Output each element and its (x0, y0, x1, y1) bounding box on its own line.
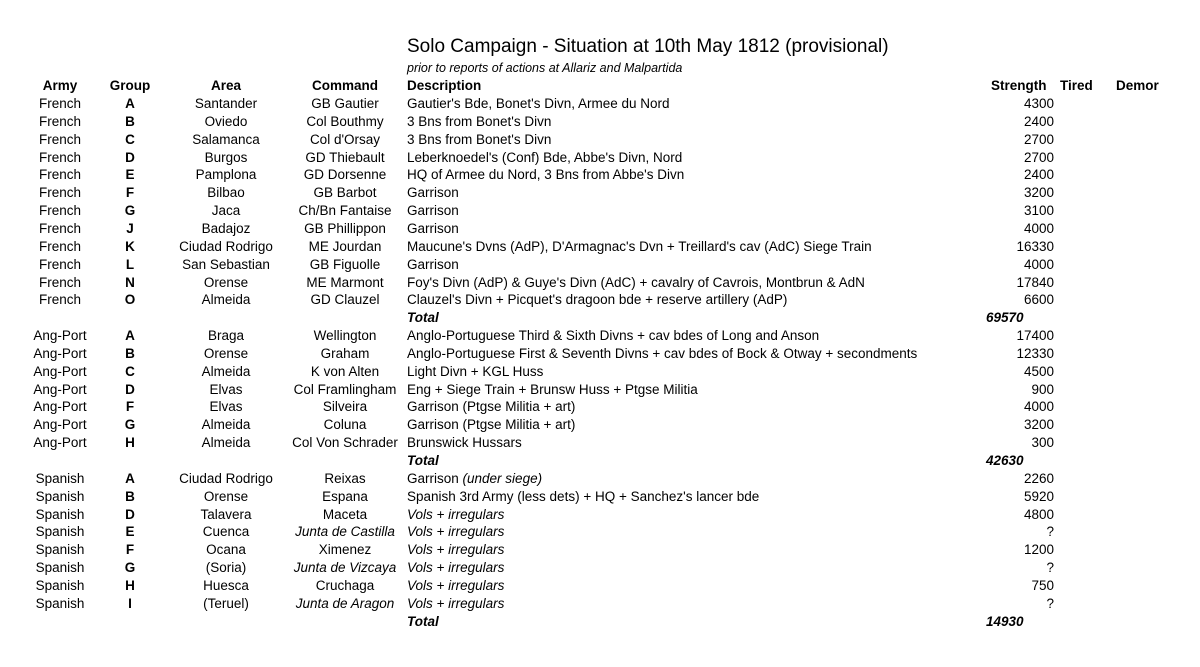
description-cell (407, 327, 982, 345)
strength-cell: 2700 (1023, 149, 1054, 165)
description-cell (407, 434, 982, 452)
header-group: Group (109, 78, 151, 93)
description-text-italic: Vols + irregulars (407, 595, 505, 611)
angport-total-row (0, 452, 1200, 470)
strength-cell: 300 (1031, 435, 1054, 451)
table-row (0, 149, 1200, 167)
army-cell: French (38, 167, 82, 183)
description-text: Garrison (407, 256, 459, 272)
group-cell: B (125, 488, 135, 504)
group-cell: G (124, 417, 136, 433)
strength-cell: 6600 (1023, 292, 1054, 308)
group-cell: H (125, 577, 135, 593)
description-cell (407, 256, 982, 274)
table-row (0, 202, 1200, 220)
command-cell (283, 274, 407, 292)
area-cell: Huesca (203, 577, 249, 593)
area-cell: Talavera (200, 506, 252, 522)
description-text: Anglo-Portuguese First & Seventh Divns + cav bdes of Bock & Otway + secondments (407, 345, 918, 361)
command-text: Col Von Schrader (292, 435, 398, 451)
command-text: Maceta (322, 506, 368, 522)
command-text: ME Jourdan (308, 238, 382, 254)
description-text: Foy's Divn (AdP) & Guye's Divn (AdC) + cavalry of Cavrois, Montbrun & AdN (407, 274, 865, 290)
description-cell (407, 220, 982, 238)
strength-cell: 4300 (1023, 96, 1054, 111)
command-cell (283, 95, 407, 113)
group-cell: K (125, 238, 135, 254)
group-cell: B (125, 345, 135, 361)
area-cell: Badajoz (201, 220, 251, 236)
command-text-italic: Junta de Aragon (295, 595, 395, 611)
command-cell (283, 559, 407, 577)
army-cell: Ang-Port (33, 345, 87, 361)
command-cell (283, 523, 407, 541)
army-cell: Ang-Port (33, 363, 87, 379)
area-cell: Almeida (201, 417, 251, 433)
description-text-italic: Vols + irregulars (407, 542, 505, 558)
command-text: GB Figuolle (309, 256, 381, 272)
command-cell (283, 345, 407, 363)
army-cell: French (38, 274, 82, 290)
table-row (0, 238, 1200, 256)
command-text: GD Dorsenne (303, 167, 387, 183)
table-row (0, 559, 1200, 577)
command-cell (283, 131, 407, 149)
description-text: 3 Bns from Bonet's Divn (407, 131, 552, 147)
description-cell (407, 541, 982, 559)
command-text: Espana (322, 488, 368, 504)
area-cell: Orense (203, 345, 249, 361)
header-strength: Strength (991, 78, 1047, 93)
description-cell (407, 398, 982, 416)
table-row (0, 541, 1200, 559)
command-cell (283, 291, 407, 309)
command-text: Silveira (322, 399, 368, 415)
group-cell: D (125, 149, 135, 165)
command-cell (283, 416, 407, 434)
table-row (0, 166, 1200, 184)
strength-cell: ? (1046, 524, 1054, 540)
group-cell: D (125, 381, 135, 397)
area-cell: Elvas (209, 381, 243, 397)
table-row (0, 488, 1200, 506)
strength-cell: 1200 (1023, 542, 1054, 558)
command-cell (283, 488, 407, 506)
command-text: K von Alten (310, 363, 380, 379)
table-row (0, 398, 1200, 416)
area-cell: Pamplona (195, 167, 257, 183)
group-cell: G (124, 560, 136, 576)
description-text-italic: Vols + irregulars (407, 577, 505, 593)
area-cell: Almeida (201, 435, 251, 451)
command-cell (283, 577, 407, 595)
army-cell: French (38, 292, 82, 308)
army-cell: Spanish (35, 595, 85, 611)
command-cell (283, 202, 407, 220)
description-cell (407, 523, 982, 541)
command-cell (283, 113, 407, 131)
table-row (0, 274, 1200, 292)
table-row (0, 256, 1200, 274)
command-cell (283, 256, 407, 274)
group-cell: N (125, 274, 135, 290)
table-row (0, 131, 1200, 149)
description-text: Anglo-Portuguese Third & Sixth Divns + cav bdes of Long and Anson (407, 328, 820, 344)
army-cell: Spanish (35, 470, 85, 486)
description-cell (407, 291, 982, 309)
area-cell: (Soria) (205, 560, 247, 576)
area-cell: Jaca (211, 203, 241, 219)
description-cell (407, 595, 982, 613)
description-text: Garrison (407, 203, 459, 219)
command-text: Ximenez (318, 542, 372, 558)
command-text: GD Clauzel (310, 292, 380, 308)
command-cell (283, 166, 407, 184)
description-text: Light Divn + KGL Huss (407, 363, 544, 379)
area-cell: San Sebastian (182, 256, 270, 272)
table-row (0, 363, 1200, 381)
header-description: Description (407, 78, 482, 93)
area-cell: Braga (207, 328, 245, 344)
command-text: GB Phillippon (304, 220, 386, 236)
group-cell: G (124, 203, 136, 219)
area-cell: Ciudad Rodrigo (179, 238, 273, 254)
command-text: Ch/Bn Fantaise (298, 203, 392, 219)
army-cell: Ang-Port (33, 417, 87, 433)
description-text: Garrison (407, 185, 459, 201)
table-row (0, 595, 1200, 613)
description-text: Garrison (Ptgse Militia + art) (407, 417, 576, 433)
strength-cell: 3200 (1023, 185, 1054, 201)
description-cell (407, 381, 982, 399)
area-cell: Ciudad Rodrigo (179, 470, 273, 486)
area-cell: Orense (203, 274, 249, 290)
command-text: Cruchaga (315, 577, 375, 593)
total-value: 14930 (986, 613, 1024, 629)
area-cell: Salamanca (192, 131, 260, 147)
command-text: ME Marmont (306, 274, 384, 290)
army-cell: French (38, 131, 82, 147)
total-label: Total (407, 310, 439, 326)
description-cell (407, 506, 982, 524)
total-value: 69570 (986, 310, 1024, 326)
group-cell: E (125, 524, 135, 540)
table-header-row (0, 77, 1200, 95)
group-cell: F (125, 185, 135, 201)
strength-cell: 3100 (1023, 203, 1054, 219)
strength-cell: 4000 (1023, 399, 1054, 415)
group-cell: E (125, 167, 135, 183)
area-cell: Santander (194, 96, 258, 111)
strength-cell: 16330 (1016, 238, 1054, 254)
strength-cell: 2400 (1023, 167, 1054, 183)
group-cell: L (125, 256, 135, 272)
strength-cell: 2260 (1023, 470, 1054, 486)
table-row (0, 345, 1200, 363)
army-cell: French (38, 238, 82, 254)
group-cell: B (125, 113, 135, 129)
description-cell (407, 274, 982, 292)
group-cell: C (125, 363, 135, 379)
command-cell (283, 434, 407, 452)
command-cell (283, 470, 407, 488)
command-cell (283, 381, 407, 399)
command-text-italic: Junta de Vizcaya (293, 560, 397, 576)
table-row (0, 220, 1200, 238)
description-cell (407, 238, 982, 256)
strength-cell: 750 (1031, 577, 1054, 593)
command-text: Coluna (323, 417, 367, 433)
description-text: Clauzel's Divn + Picquet's dragoon bde + reserve artillery (AdP) (407, 292, 788, 308)
description-text: Maucune's Dvns (AdP), D'Armagnac's Dvn + Treillard's cav (AdC) Siege Train (407, 238, 872, 254)
command-text: GD Thiebault (305, 149, 385, 165)
command-cell (283, 595, 407, 613)
description-cell (407, 149, 982, 167)
command-text: Reixas (324, 470, 366, 486)
group-cell: D (125, 506, 135, 522)
description-text-italic: Vols + irregulars (407, 524, 505, 540)
table-row (0, 184, 1200, 202)
command-text-italic: Junta de Castilla (295, 524, 395, 540)
group-cell: H (125, 435, 135, 451)
description-text: HQ of Armee du Nord, 3 Bns from Abbe's Divn (407, 167, 685, 183)
army-cell: French (38, 149, 82, 165)
strength-cell: ? (1046, 595, 1054, 611)
description-text: Garrison (Ptgse Militia + art) (407, 399, 576, 415)
army-cell: Spanish (35, 506, 85, 522)
command-cell (283, 398, 407, 416)
army-cell: Ang-Port (33, 399, 87, 415)
description-cell (407, 488, 982, 506)
total-label: Total (407, 453, 439, 468)
table-row (0, 577, 1200, 595)
strength-cell: 4500 (1023, 363, 1054, 379)
area-cell: Almeida (201, 363, 251, 379)
page-title: Solo Campaign - Situation at 10th May 1812 (provisional) (407, 36, 889, 57)
strength-cell: 900 (1031, 381, 1054, 397)
description-text-italic: Vols + irregulars (407, 506, 505, 522)
army-cell: French (38, 220, 82, 236)
table-row (0, 381, 1200, 399)
army-cell: Spanish (35, 542, 85, 558)
description-cell (407, 345, 982, 363)
description-cell (407, 577, 982, 595)
command-cell (283, 184, 407, 202)
command-cell (283, 220, 407, 238)
description-text: Garrison (407, 220, 459, 236)
strength-cell: 4000 (1023, 256, 1054, 272)
description-text: Garrison (407, 470, 463, 486)
army-cell: French (38, 96, 82, 111)
army-cell: Spanish (35, 577, 85, 593)
strength-cell: 5920 (1023, 488, 1054, 504)
description-cell (407, 131, 982, 149)
table-row (0, 291, 1200, 309)
table-row (0, 470, 1200, 488)
description-cell (407, 416, 982, 434)
table-row (0, 416, 1200, 434)
area-cell: (Teruel) (203, 595, 249, 611)
group-cell: A (125, 470, 135, 486)
army-cell: Spanish (35, 488, 85, 504)
army-cell: French (38, 256, 82, 272)
command-text: Wellington (313, 328, 377, 344)
command-text: Col Bouthmy (306, 113, 384, 129)
army-cell: French (38, 203, 82, 219)
area-cell: Cuenca (202, 524, 250, 540)
army-cell: Spanish (35, 560, 85, 576)
table-row (0, 327, 1200, 345)
description-text-italic: Vols + irregulars (407, 560, 505, 576)
description-cell (407, 470, 982, 488)
army-cell: Ang-Port (33, 328, 87, 344)
area-cell: Burgos (204, 149, 248, 165)
area-cell: Almeida (201, 292, 251, 308)
page-subtitle: prior to reports of actions at Allariz and Malpartida (407, 61, 683, 75)
area-cell: Oviedo (204, 113, 248, 129)
description-cell (407, 559, 982, 577)
strength-cell: 12330 (1016, 345, 1054, 361)
table-row (0, 113, 1200, 131)
description-text: Leberknoedel's (Conf) Bde, Abbe's Divn, Nord (407, 149, 683, 165)
description-text: Eng + Siege Train + Brunsw Huss + Ptgse Militia (407, 381, 698, 397)
strength-cell: 2700 (1023, 131, 1054, 147)
army-cell: French (38, 113, 82, 129)
group-cell: C (125, 131, 135, 147)
header-army: Army (42, 78, 78, 93)
command-text: GB Gautier (311, 96, 379, 111)
total-label: Total (407, 613, 439, 629)
header-demor: Demor (1116, 78, 1159, 93)
command-text: Graham (320, 345, 370, 361)
command-text: Col Framlingham (293, 381, 397, 397)
table-row (0, 434, 1200, 452)
group-cell: J (126, 220, 134, 236)
area-cell: Orense (203, 488, 249, 504)
command-text: GB Barbot (313, 185, 377, 201)
table-row (0, 95, 1200, 113)
french-total-row (0, 309, 1200, 327)
army-cell: Ang-Port (33, 381, 87, 397)
army-cell: French (38, 185, 82, 201)
total-value: 42630 (986, 453, 1024, 468)
strength-cell: 4000 (1023, 220, 1054, 236)
strength-cell: ? (1046, 560, 1054, 576)
strength-cell: 2400 (1023, 113, 1054, 129)
strength-cell: 4800 (1023, 506, 1054, 522)
description-cell (407, 184, 982, 202)
command-text: Col d'Orsay (309, 131, 381, 147)
group-cell: F (125, 542, 135, 558)
group-cell: A (125, 96, 135, 111)
header-tired: Tired (1060, 78, 1093, 93)
strength-cell: 3200 (1023, 417, 1054, 433)
strength-cell: 17840 (1016, 274, 1054, 290)
command-cell (283, 149, 407, 167)
description-cell (407, 363, 982, 381)
command-cell (283, 363, 407, 381)
army-cell: Spanish (35, 524, 85, 540)
group-cell: I (128, 595, 132, 611)
command-cell (283, 541, 407, 559)
area-cell: Bilbao (207, 185, 245, 201)
command-cell (283, 327, 407, 345)
group-cell: F (125, 399, 135, 415)
header-area: Area (210, 78, 242, 93)
spanish-total-row (0, 613, 1200, 631)
table-row (0, 506, 1200, 524)
command-cell (283, 238, 407, 256)
group-cell: A (125, 328, 135, 344)
description-cell (407, 95, 982, 113)
table-row (0, 523, 1200, 541)
command-cell (283, 506, 407, 524)
description-cell (407, 113, 982, 131)
area-cell: Ocana (206, 542, 246, 558)
description-text: Spanish 3rd Army (less dets) + HQ + Sanchez's lancer bde (407, 488, 760, 504)
strength-cell: 17400 (1016, 328, 1054, 344)
group-cell: O (124, 292, 136, 308)
description-text: 3 Bns from Bonet's Divn (407, 113, 552, 129)
description-cell (407, 166, 982, 184)
description-text: Brunswick Hussars (407, 435, 522, 451)
description-text-italic: (under siege) (462, 470, 543, 486)
header-command: Command (311, 78, 378, 93)
area-cell: Elvas (209, 399, 243, 415)
description-cell (407, 202, 982, 220)
description-text: Gautier's Bde, Bonet's Divn, Armee du Nord (407, 96, 670, 111)
army-cell: Ang-Port (33, 435, 87, 451)
